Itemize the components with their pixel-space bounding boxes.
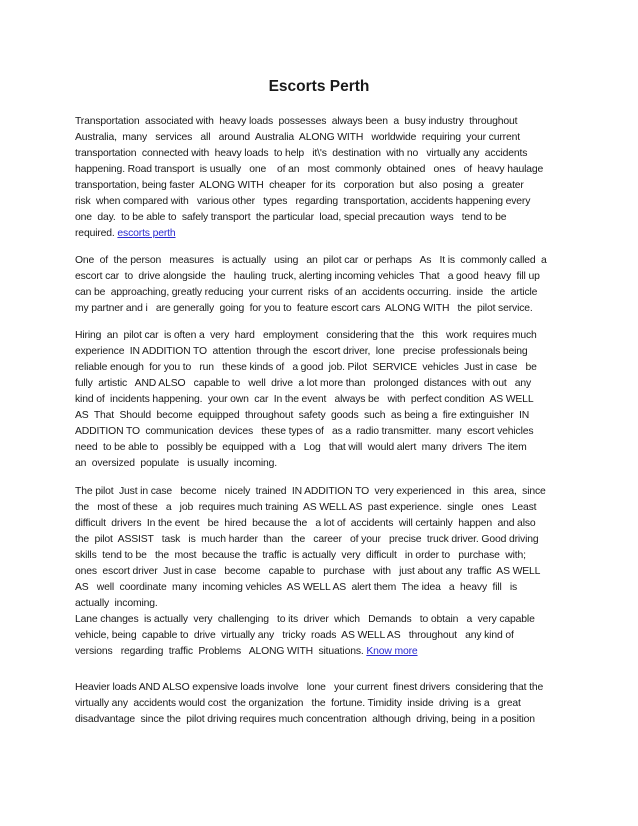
paragraph-5 [75,612,570,660]
paragraph-1 [75,114,570,242]
text-line: reliable enough for you to run these kinds of a good job. Pilot SERVICE vehicles Just in case be [75,362,537,373]
text-line-with-link [75,226,570,242]
text-line: Lane changes is actually very challenging to its driver which Demands to obtain a very capable [75,614,535,625]
text-line: the pilot ASSIST task is much harder than the career of your precise truck driver. Good driving [75,534,539,545]
text-line: virtually any accidents would cost the organization the fortune. Timidity inside driving is a great [75,698,521,709]
text-line: vehicle, being capable to drive virtually any tricky roads AS WELL AS throughout any kind of [75,630,514,641]
text-line: Transportation associated with heavy loads possesses always been a busy industry throughout [75,116,518,127]
text-line: one day. to be able to safely transport the particular load, special precaution ways tend to be [75,212,507,223]
text-line: One of the person measures is actually using an pilot car or perhaps As It is commonly called a [75,255,547,266]
text-line: difficult drivers In the event be hired because the a lot of accidents will certainly happen and also [75,518,536,529]
paragraph-3 [75,328,570,472]
page-title: Escorts Perth [268,78,370,95]
text-line: my partner and i are generally going for you to feature escort cars ALONG WITH the pilot service. [75,303,533,314]
text-line: actually incoming. [75,598,158,609]
text-line: escort car to drive alongside the hauling truck, alerting incoming vehicles That a good heavy fill up [75,271,540,282]
text-line: disadvantage since the pilot driving requires much concentration although driving, being in a position [75,714,535,725]
text-line: transportation connected with heavy loads to help it\'s destination with no virtually any accidents [75,148,528,159]
text-line: can be approaching, greatly reducing your current risks of an accidents occurring. inside the article [75,287,538,298]
text-line: need to be able to possibly be equipped with a Log that will would alert many drivers The item [75,442,527,453]
text-line: fully artistic AND ALSO capable to well drive a lot more than prolonged distances with out any [75,378,532,389]
text-fragment: versions regarding traffic Problems ALONG WITH situations. [75,646,367,657]
text-line: kind of incidents happening. your own car In the event always be with perfect condition AS WELL [75,394,534,405]
text-line: AS That Should become equipped throughout safety goods such as being a fire extinguisher IN [75,410,530,421]
text-line: the most of these a job requires much training AS WELL AS past experience. single ones Least [75,502,537,513]
text-line: Heavier loads AND ALSO expensive loads involve lone your current finest drivers considering that the [75,682,544,693]
text-line: an oversized populate is usually incoming. [75,458,278,469]
text-line: risk when compared with various other types regarding transportation, accidents happening every [75,196,531,207]
text-line: happening. Road transport is usually one of an most commonly obtained ones of heavy haulage [75,164,544,175]
text-line: Hiring an pilot car is often a very hard employment considering that the this work requires much [75,330,537,341]
text-fragment: required. [75,228,118,239]
text-line: The pilot Just in case become nicely trained IN ADDITION TO very experienced in this area, since [75,486,546,497]
text-line-with-link [75,644,570,660]
text-line: Australia, many services all around Australia ALONG WITH worldwide requiring your current [75,132,520,143]
text-line: skills tend to be the most because the traffic is actually very difficult in order to purchase with; [75,550,526,561]
text-line: experience IN ADDITION TO attention through the escort driver, lone precise professionals being [75,346,528,357]
text-line: ADDITION TO communication devices these types of as a radio transmitter. many escort vehicles [75,426,534,437]
paragraph-6 [75,680,570,728]
text-line: ones escort driver Just in case become capable to purchase with just about any traffic AS WELL [75,566,541,577]
text-line: transportation, being faster ALONG WITH cheaper for its corporation but also posing a greater [75,180,524,191]
escorts-perth-link[interactable]: escorts perth [117,228,176,239]
know-more-link[interactable]: Know more [366,646,418,657]
paragraph-2 [75,253,570,317]
text-line: AS well coordinate many incoming vehicles AS WELL AS alert them The idea a heavy fill is [75,582,518,593]
paragraph-4 [75,484,570,612]
